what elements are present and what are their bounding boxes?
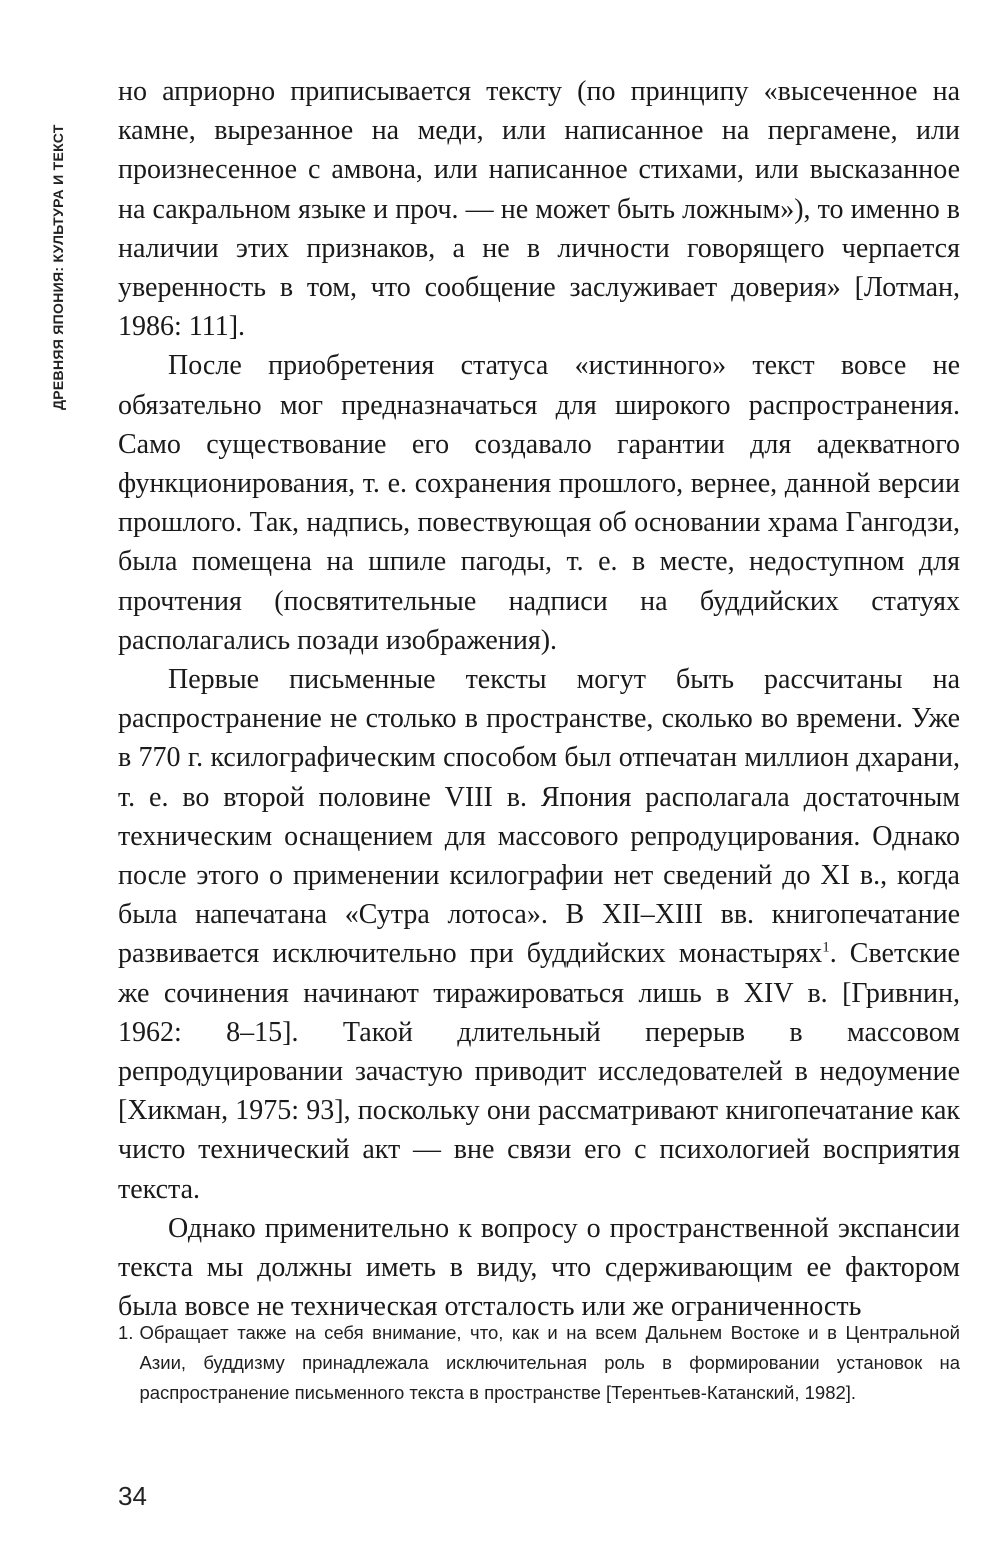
paragraph-3-text-start: Первые письменные тексты могут быть рассчитаны на распространение не столько в пространстве, сколько во времени. Уже в 770 г. ксилографическим способом был отпечатан миллион дхарани, т. е. во второй половине VIII в. Япония располагала достаточным техническим оснащением для массового репродуцирования. Однако после этого о применении ксилографии нет сведений до XI в., когда была напечатана «Сутра лотоса». В XII–XIII вв. книгопечатание развивается исключительно при буддийских монастырях: [118, 664, 960, 970]
running-head: ДРЕВНЯЯ ЯПОНИЯ: КУЛЬТУРА И ТЕКСТ: [50, 124, 66, 410]
paragraph-3: [118, 660, 960, 1209]
paragraph-3-text-end: . Светские же сочинения начинают тиражироваться лишь в XIV в. [Гривнин, 1962: 8–15]. Такой длительный перерыв в массовом репродуцировании зачастую приводит исследователей в недоумение [Хикман, 1975: 93], поскольку они рассматривают книгопечатание как чисто технический акт — вне связи его с психологией восприятия текста.: [118, 938, 960, 1205]
paragraph-1: но априорно приписывается тексту (по принципу «высеченное на камне, вырезанное на меди, или написанное на пергамене, или произнесенное с амвона, или написанное стихами, или высказанное на сакральном языке и проч. — не может быть ложным»), то именно в наличии этих признаков, а не в личности говорящего черпается уверенность в том, что сообщение заслуживает доверия» [Лотман, 1986: 111].: [118, 76, 960, 343]
footnote: [118, 1318, 960, 1408]
paragraph-4: Однако применительно к вопросу о пространственной экспансии текста мы должны иметь в виду, что сдерживающим ее фактором была вовсе не техническая отсталость или же ограниченность: [118, 1212, 960, 1323]
footnote-number: 1.: [118, 1322, 134, 1343]
paragraph-2: После приобретения статуса «истинного» текст вовсе не обязательно мог предназначаться для широкого распространения. Само существование его создавало гарантии для адекватного функционирования, т. е. сохранения прошлого, вернее, данной версии прошлого. Так, надпись, повествующая об основании храма Гангодзи, была помещена на шпиле пагоды, т. е. в месте, недоступном для прочтения (посвятительные надписи на буддийских статуях располагались позади изображения).: [118, 350, 960, 656]
page-number: 34: [118, 1481, 147, 1511]
footnote-reference: 1: [822, 940, 830, 957]
main-text: [118, 72, 960, 1327]
footnote-text: Обращает также на себя внимание, что, как и на всем Дальнем Востоке и в Центральной Азии, буддизму принадлежала исключительная роль в формировании установок на распространение письменного текста в пространстве [Терентьев-Катанский, 1982].: [139, 1322, 960, 1403]
